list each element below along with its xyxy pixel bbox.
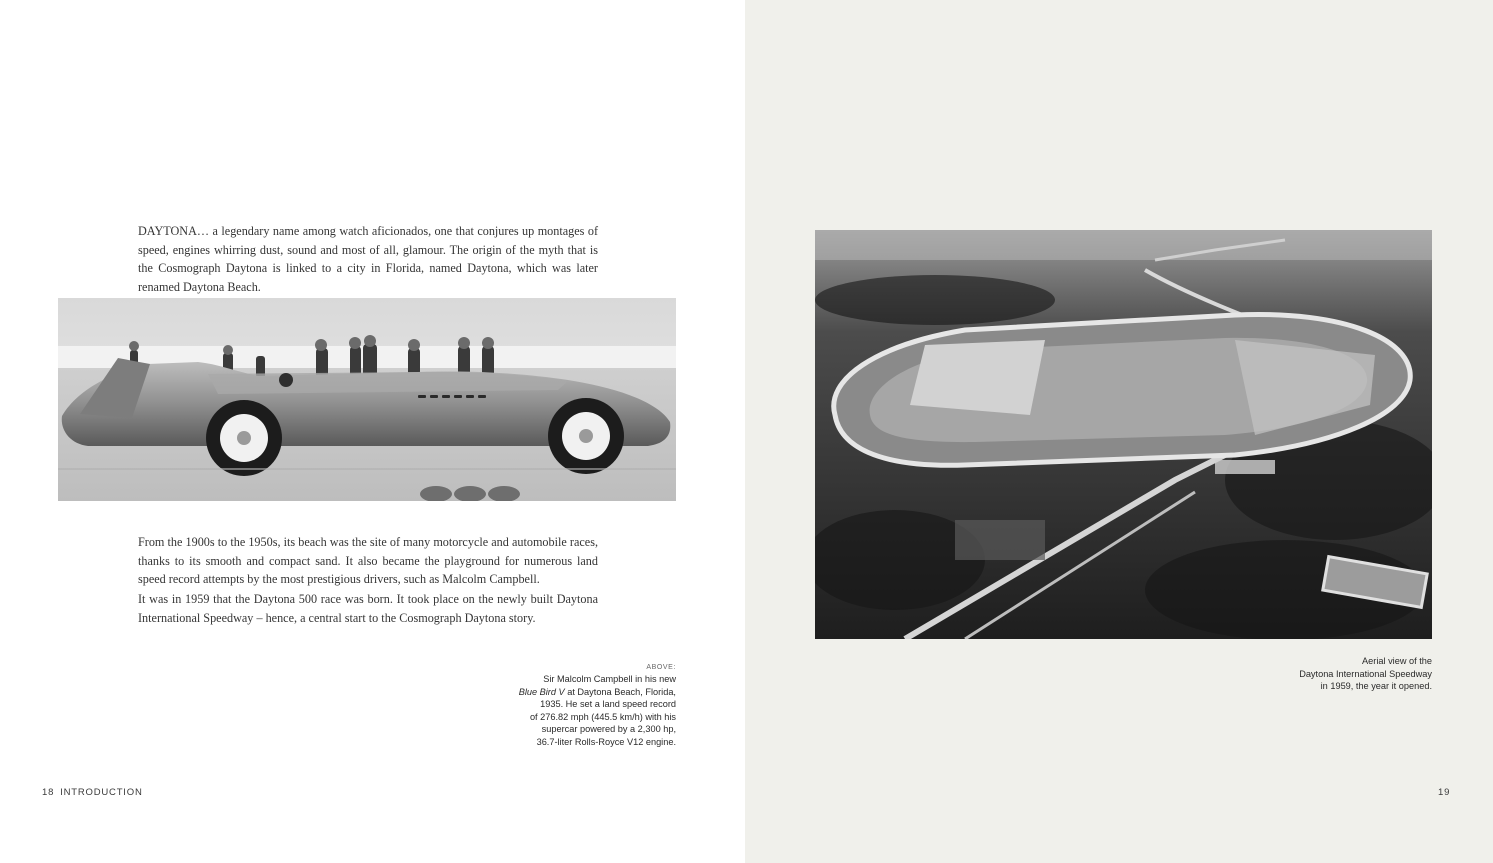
caption-line-rest: at Daytona Beach, Florida, xyxy=(564,686,676,697)
page-number: 19 xyxy=(1438,787,1451,798)
caption-line: 36.7-liter Rolls-Royce V12 engine. xyxy=(536,736,676,747)
daytona-500-paragraph: It was in 1959 that the Daytona 500 race was born. It took place on the newly built Daytona International Speedway – hence, a central start to the Cosmograph Daytona story. xyxy=(138,592,598,625)
caption-line: 1935. He set a land speed record xyxy=(540,699,676,710)
section-name: INTRODUCTION xyxy=(60,787,143,798)
caption-car-name: Blue Bird V xyxy=(518,686,565,697)
caption-line: Aerial view of the xyxy=(1362,656,1432,666)
speedway-aerial-photo xyxy=(815,230,1432,639)
caption-line: of 276.82 mph (445.5 km/h) with his xyxy=(529,711,676,722)
caption-line: Sir Malcolm Campbell in his new xyxy=(543,674,676,684)
beach-races-paragraph: From the 1900s to the 1950s, its beach was the site of many motorcycle and automobile races, thanks to its smooth and compact sand. It also became the playground for numerous land speed record attempts by the most prestigious drivers, such as Malcolm Campbell. xyxy=(138,535,598,586)
intro-paragraph: DAYTONA… a legendary name among watch aficionados, one that conjures up montages of speed, engines whirring dust, sound and most of all, glamour. The origin of the myth that is the Cosmograph Daytona is linked to a city in Florida, named Daytona, which was later renamed Daytona Beach. xyxy=(138,224,598,294)
caption-line: Daytona International Speedway xyxy=(1299,668,1432,679)
caption-line: supercar powered by a 2,300 hp, xyxy=(541,724,676,735)
aerial-photo-caption xyxy=(1230,655,1432,693)
caption-line xyxy=(470,686,676,699)
left-page xyxy=(0,0,745,863)
left-folio xyxy=(42,787,143,798)
blue-bird-car-photo xyxy=(58,298,676,501)
car-photo-caption xyxy=(470,662,676,749)
page-number: 18 xyxy=(42,787,55,798)
caption-line: in 1959, the year it opened. xyxy=(1320,681,1432,692)
right-folio xyxy=(1438,787,1450,798)
caption-label: ABOVE: xyxy=(646,664,676,671)
